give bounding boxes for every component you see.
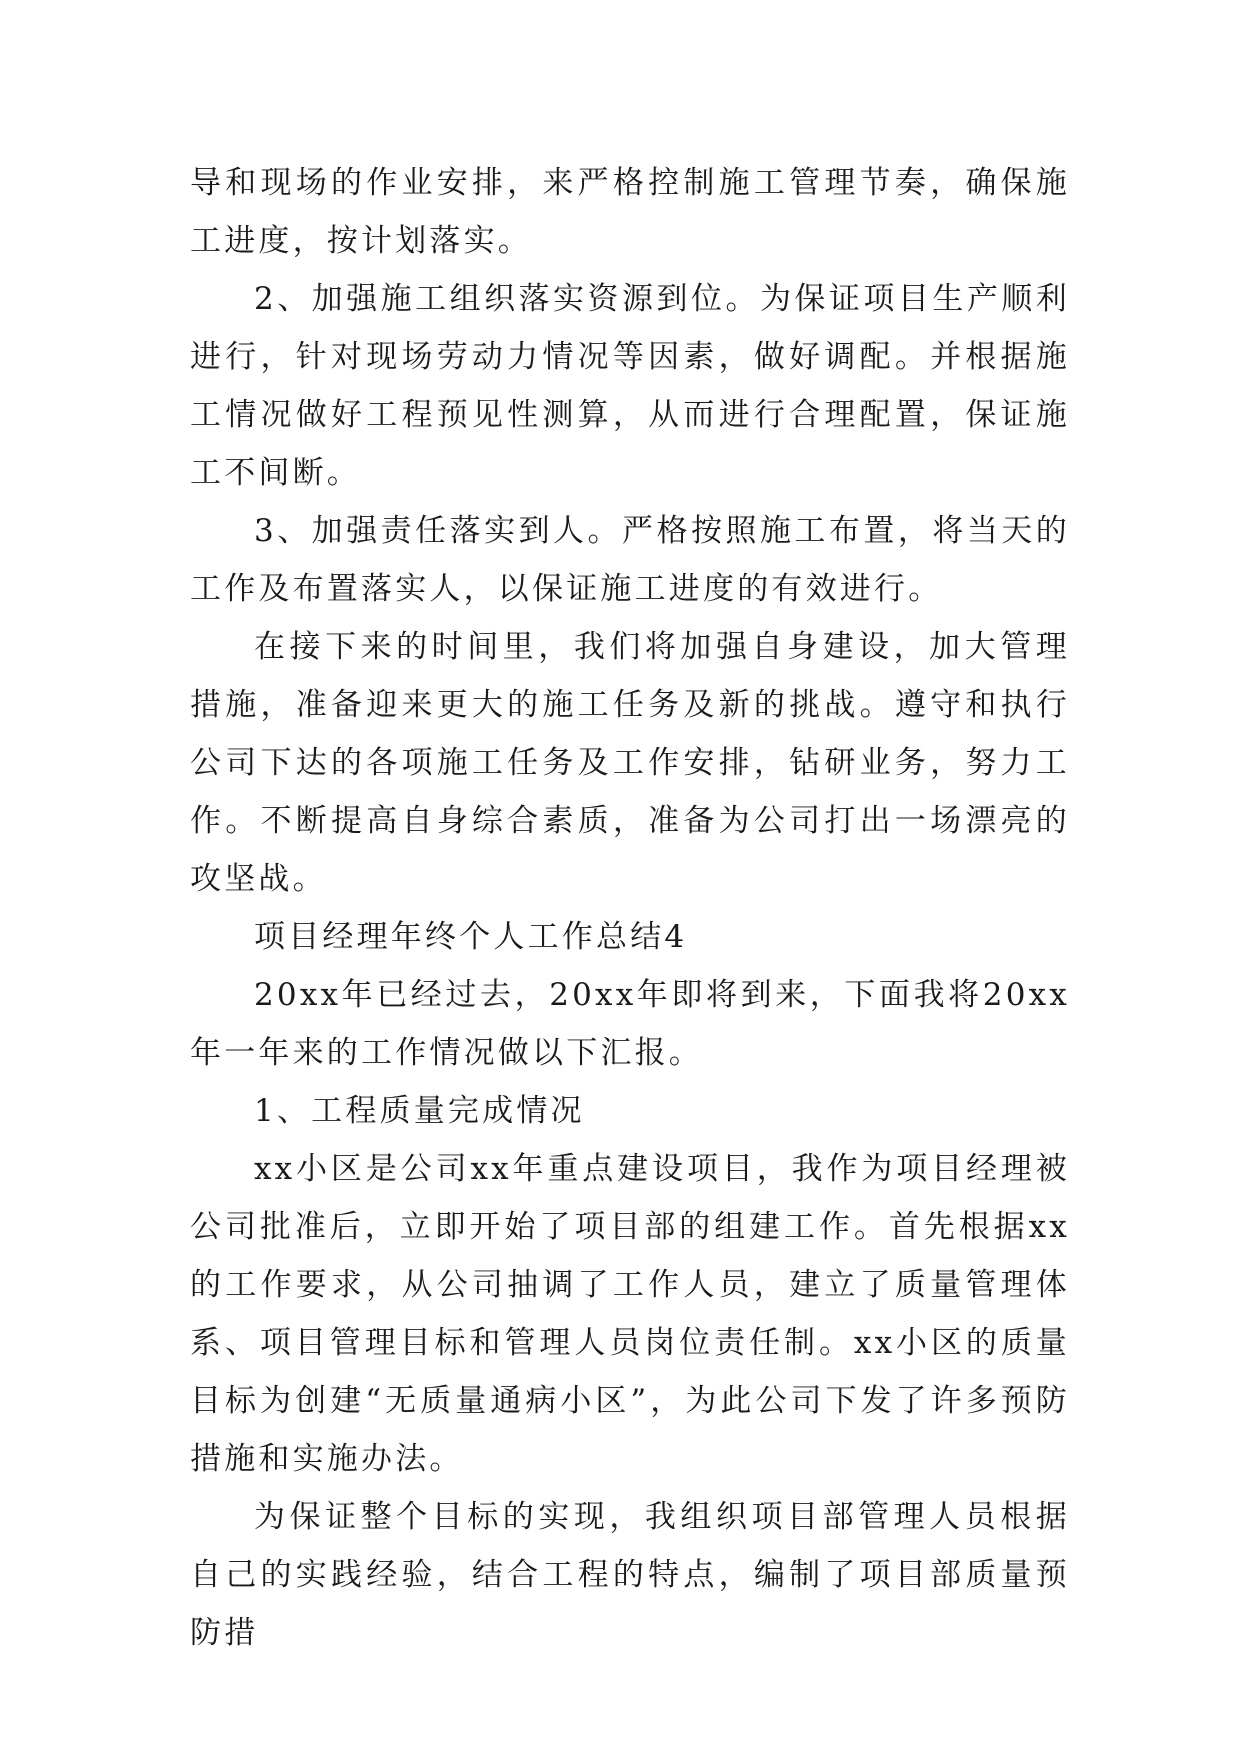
paragraph-item-2: 2、加强施工组织落实资源到位。为保证项目生产顺利进行，针对现场劳动力情况等因素，做好调配。并根据施工情况做好工程预见性测算，从而进行合理配置，保证施工不间断。 (190, 281, 1070, 491)
paragraph-continuation: 导和现场的作业安排，来严格控制施工管理节奏，确保施工进度，按计划落实。 (190, 165, 1070, 259)
section-heading: 项目经理年终个人工作总结4 (254, 919, 688, 955)
paragraph-intro: 20xx年已经过去，20xx年即将到来，下面我将20xx年一年来的工作情况做以下汇报。 (190, 977, 1070, 1071)
document-body (190, 154, 1070, 1662)
paragraph-quality: xx小区是公司xx年重点建设项目，我作为项目经理被公司批准后，立即开始了项目部的组建工作。首先根据xx的工作要求，从公司抽调了工作人员，建立了质量管理体系、项目管理目标和管理人员岗位责任制。xx小区的质量目标为创建“无质量通病小区”，为此公司下发了许多预防措施和实施办法。 (190, 1151, 1070, 1477)
paragraph-measures: 为保证整个目标的实现，我组织项目部管理人员根据自己的实践经验，结合工程的特点，编制了项目部质量预防措 (190, 1499, 1070, 1651)
paragraph-item-3: 3、加强责任落实到人。严格按照施工布置，将当天的工作及布置落实人，以保证施工进度的有效进行。 (190, 513, 1070, 607)
paragraph-outlook: 在接下来的时间里，我们将加强自身建设，加大管理措施，准备迎来更大的施工任务及新的挑战。遵守和执行公司下达的各项施工任务及工作安排，钻研业务，努力工作。不断提高自身综合素质，准备为公司打出一场漂亮的攻坚战。 (190, 629, 1070, 897)
subsection-heading: 1、工程质量完成情况 (254, 1093, 585, 1129)
